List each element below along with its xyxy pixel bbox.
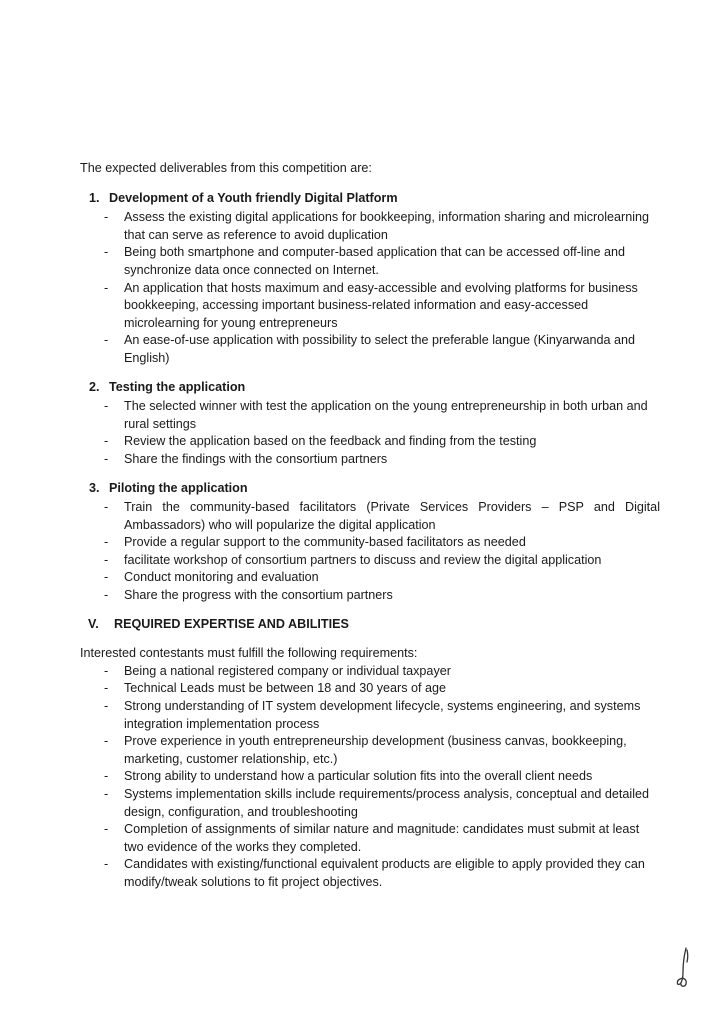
- list-item-text: An ease-of-use application with possibility to select the preferable langue (Kinyarwanda and English): [124, 333, 636, 365]
- requirements-list: [80, 663, 660, 892]
- list-item-text: Technical Leads must be between 18 and 30 years of age: [124, 681, 447, 696]
- dash-bullet: -: [104, 399, 109, 414]
- list-item: [80, 587, 660, 605]
- list-item: [80, 786, 660, 821]
- dash-bullet: -: [104, 734, 109, 749]
- dash-bullet: -: [104, 681, 109, 696]
- list-item: [80, 332, 660, 367]
- section-3-title: Piloting the application: [109, 480, 248, 495]
- dash-bullet: -: [104, 769, 109, 784]
- list-item-text: Candidates with existing/functional equivalent products are eligible to apply provided they can modify/tweak solutions to fit project objectives.: [124, 857, 645, 889]
- handwritten-initial-signature: [672, 946, 696, 990]
- list-item-text: Conduct monitoring and evaluation: [124, 570, 319, 585]
- section-1-number: 1.: [89, 190, 100, 205]
- dash-bullet: -: [104, 280, 109, 295]
- section-2-list: [80, 398, 660, 468]
- section-v-number: V.: [88, 616, 99, 631]
- dash-bullet: -: [104, 552, 109, 567]
- section-v-title: REQUIRED EXPERTISE AND ABILITIES: [114, 616, 349, 631]
- dash-bullet: -: [104, 857, 109, 872]
- dash-bullet: -: [104, 822, 109, 837]
- list-item: [80, 280, 660, 333]
- section-2-number: 2.: [89, 379, 100, 394]
- list-item: [80, 244, 660, 279]
- section-2-heading: [80, 379, 660, 397]
- section-3-heading: [80, 480, 660, 498]
- list-item-text: Systems implementation skills include requirements/process analysis, conceptual and detailed design, configuration, and troubleshooting: [124, 787, 650, 819]
- list-item-text: Review the application based on the feedback and finding from the testing: [124, 434, 537, 449]
- dash-bullet: -: [104, 588, 109, 603]
- list-item-text: Being both smartphone and computer-based application that can be accessed off-line and synchronize data once connected on Internet.: [124, 245, 626, 277]
- section-v-heading: [80, 616, 660, 634]
- section-2-title: Testing the application: [109, 379, 246, 394]
- list-item-text: The selected winner with test the application on the young entrepreneurship in both urban and rural settings: [124, 399, 648, 431]
- list-item-text: Provide a regular support to the community-based facilitators as needed: [124, 535, 526, 550]
- list-item-text: Prove experience in youth entrepreneurship development (business canvas, bookkeeping, marketing, customer relationship, etc.): [124, 734, 627, 766]
- list-item: [80, 821, 660, 856]
- section-1-title: Development of a Youth friendly Digital Platform: [109, 190, 398, 205]
- list-item-text: Share the findings with the consortium partners: [124, 451, 388, 466]
- list-item: [80, 534, 660, 552]
- dash-bullet: -: [104, 210, 109, 225]
- section-3-number: 3.: [89, 480, 100, 495]
- section-2: [80, 379, 660, 469]
- list-item-text: Strong understanding of IT system development lifecycle, systems engineering, and systems integration implementation process: [124, 699, 641, 731]
- section-1: [80, 190, 660, 368]
- dash-bullet: -: [104, 535, 109, 550]
- section-1-list: [80, 209, 660, 367]
- list-item: [80, 552, 660, 570]
- list-item-text: An application that hosts maximum and easy-accessible and evolving platforms for business bookkeeping, accessing important business-related information and easy-accessed microlearning for young entrepreneurs: [124, 280, 638, 330]
- list-item-text: Being a national registered company or individual taxpayer: [124, 663, 451, 678]
- list-item: [80, 680, 660, 698]
- list-item: [80, 398, 660, 433]
- dash-bullet: -: [104, 245, 109, 260]
- list-item-text: facilitate workshop of consortium partners to discuss and review the digital application: [124, 552, 602, 567]
- list-item: [80, 768, 660, 786]
- document-body: [80, 160, 660, 892]
- dash-bullet: -: [104, 333, 109, 348]
- dash-bullet: -: [104, 434, 109, 449]
- list-item: [80, 499, 660, 534]
- list-item: [80, 569, 660, 587]
- list-item: [80, 663, 660, 681]
- list-item: [80, 209, 660, 244]
- list-item: [80, 433, 660, 451]
- dash-bullet: -: [104, 787, 109, 801]
- list-item-text: Assess the existing digital applications for bookkeeping, information sharing and microlearning that can serve as reference to avoid duplication: [124, 210, 650, 242]
- list-item-text: Share the progress with the consortium partners: [124, 588, 393, 603]
- dash-bullet: -: [104, 451, 109, 466]
- dash-bullet: -: [104, 570, 109, 585]
- dash-bullet: -: [104, 663, 109, 678]
- dash-bullet: -: [104, 699, 109, 714]
- deliverables-intro: The expected deliverables from this competition are:: [80, 161, 372, 175]
- list-item: [80, 733, 660, 768]
- requirements-intro: Interested contestants must fulfill the following requirements:: [80, 646, 418, 661]
- list-item: [80, 856, 660, 891]
- list-item-text: Completion of assignments of similar nature and magnitude: candidates must submit at least two evidence of the works they completed.: [124, 822, 640, 854]
- list-item-text: Train the community-based facilitators (Private Services Providers – PSP and Digital Ambassadors) who will popularize the digital application: [124, 500, 660, 532]
- list-item: [80, 698, 660, 733]
- list-item: [80, 451, 660, 469]
- section-3: [80, 480, 660, 605]
- section-3-list: [80, 499, 660, 605]
- dash-bullet: -: [104, 500, 109, 515]
- section-1-heading: [80, 190, 660, 208]
- list-item-text: Strong ability to understand how a particular solution fits into the overall client needs: [124, 769, 593, 784]
